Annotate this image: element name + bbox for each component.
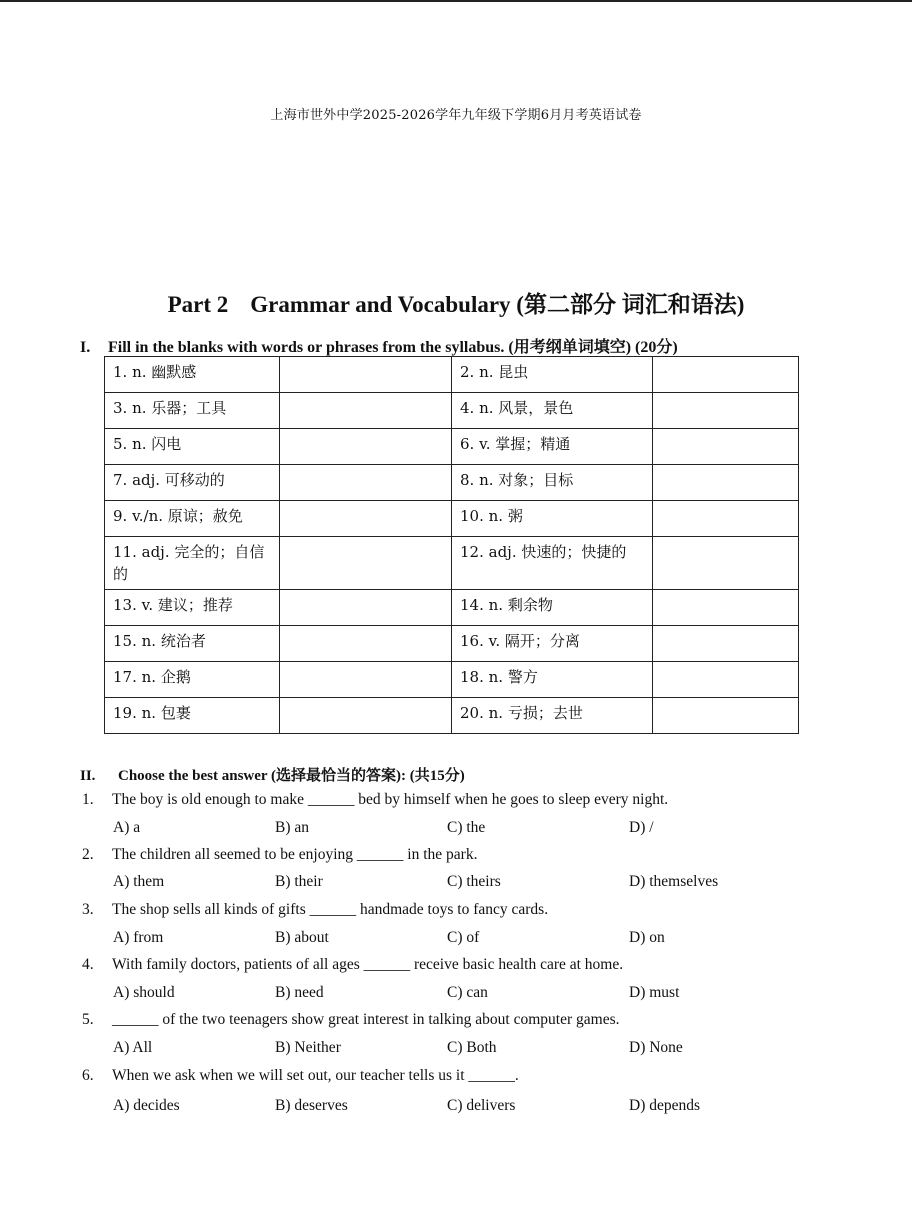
section-1-instruction: Fill in the blanks with words or phrases from the syllabus. (用考纲单词填空) (20分) bbox=[108, 339, 678, 356]
question-number: 3. bbox=[82, 901, 94, 918]
option-b[interactable]: B) an bbox=[275, 819, 310, 836]
section-1-heading bbox=[80, 334, 800, 357]
vocab-prompt: 5. n. 闪电 bbox=[105, 429, 280, 465]
answer-blank[interactable] bbox=[653, 590, 799, 626]
option-c[interactable]: C) theirs bbox=[447, 873, 501, 890]
answer-options bbox=[113, 873, 813, 895]
option-a[interactable]: A) decides bbox=[113, 1097, 180, 1114]
answer-blank[interactable] bbox=[280, 590, 452, 626]
vocab-prompt: 8. n. 对象；目标 bbox=[452, 465, 653, 501]
answer-options bbox=[113, 984, 813, 1006]
vocab-prompt: 4. n. 风景，景色 bbox=[452, 393, 653, 429]
question-stem bbox=[82, 846, 782, 864]
option-c[interactable]: C) Both bbox=[447, 1039, 497, 1056]
answer-blank[interactable] bbox=[280, 357, 452, 393]
question-stem bbox=[82, 791, 782, 809]
vocab-row bbox=[105, 626, 799, 662]
option-b[interactable]: B) about bbox=[275, 929, 329, 946]
question-number: 2. bbox=[82, 846, 94, 863]
answer-options bbox=[113, 1039, 813, 1061]
vocab-row bbox=[105, 590, 799, 626]
vocab-prompt: 16. v. 隔开；分离 bbox=[452, 626, 653, 662]
option-d[interactable]: D) / bbox=[629, 819, 654, 836]
option-d[interactable]: D) must bbox=[629, 984, 680, 1001]
option-c[interactable]: C) delivers bbox=[447, 1097, 516, 1114]
option-d[interactable]: D) None bbox=[629, 1039, 683, 1056]
question-number: 5. bbox=[82, 1011, 94, 1028]
option-b[interactable]: B) their bbox=[275, 873, 323, 890]
answer-blank[interactable] bbox=[653, 429, 799, 465]
section-2-instruction: Choose the best answer (选择最恰当的答案): (共15分) bbox=[118, 768, 465, 784]
answer-blank[interactable] bbox=[280, 501, 452, 537]
vocab-prompt: 3. n. 乐器；工具 bbox=[105, 393, 280, 429]
question-number: 4. bbox=[82, 956, 94, 973]
option-d[interactable]: D) depends bbox=[629, 1097, 701, 1114]
answer-options bbox=[113, 929, 813, 951]
section-2-number: II. bbox=[80, 768, 96, 784]
answer-blank[interactable] bbox=[653, 662, 799, 698]
vocab-prompt: 20. n. 亏损；去世 bbox=[452, 698, 653, 734]
vocab-prompt: 12. adj. 快速的；快捷的 bbox=[452, 537, 653, 590]
question-stem bbox=[82, 901, 782, 919]
vocab-prompt: 17. n. 企鹅 bbox=[105, 662, 280, 698]
vocabulary-table bbox=[104, 356, 799, 734]
vocab-prompt: 10. n. 粥 bbox=[452, 501, 653, 537]
answer-blank[interactable] bbox=[280, 429, 452, 465]
option-d[interactable]: D) themselves bbox=[629, 873, 719, 890]
section-1-number: I. bbox=[80, 339, 91, 356]
question-text: The shop sells all kinds of gifts ______ handmade toys to fancy cards. bbox=[112, 901, 549, 918]
answer-options bbox=[113, 1097, 813, 1119]
answer-blank[interactable] bbox=[653, 698, 799, 734]
part-name: Grammar and Vocabulary (第二部分 词汇和语法) bbox=[250, 292, 745, 317]
answer-blank[interactable] bbox=[280, 626, 452, 662]
vocab-prompt: 2. n. 昆虫 bbox=[452, 357, 653, 393]
vocab-prompt: 11. adj. 完全的；自信的 bbox=[105, 537, 280, 590]
top-border bbox=[0, 0, 912, 2]
vocab-row bbox=[105, 537, 799, 590]
answer-blank[interactable] bbox=[280, 393, 452, 429]
answer-blank[interactable] bbox=[653, 465, 799, 501]
question-text: When we ask when we will set out, our teacher tells us it ______. bbox=[112, 1067, 519, 1084]
answer-blank[interactable] bbox=[280, 537, 452, 590]
vocab-prompt: 1. n. 幽默感 bbox=[105, 357, 280, 393]
section-2-heading bbox=[80, 764, 465, 785]
option-a[interactable]: A) a bbox=[113, 819, 141, 836]
option-c[interactable]: C) the bbox=[447, 819, 486, 836]
answer-blank[interactable] bbox=[653, 501, 799, 537]
answer-blank[interactable] bbox=[280, 662, 452, 698]
option-a[interactable]: A) from bbox=[113, 929, 164, 946]
question-text: The boy is old enough to make ______ bed by himself when he goes to sleep every night. bbox=[112, 791, 669, 808]
vocab-row bbox=[105, 501, 799, 537]
part-label: Part 2 bbox=[167, 292, 229, 317]
question-stem bbox=[82, 1011, 782, 1029]
option-b[interactable]: B) deserves bbox=[275, 1097, 348, 1114]
option-b[interactable]: B) need bbox=[275, 984, 324, 1001]
question-stem bbox=[82, 1067, 782, 1085]
vocab-row bbox=[105, 698, 799, 734]
vocab-row bbox=[105, 393, 799, 429]
vocab-row bbox=[105, 429, 799, 465]
answer-blank[interactable] bbox=[280, 698, 452, 734]
option-b[interactable]: B) Neither bbox=[275, 1039, 341, 1056]
option-a[interactable]: A) them bbox=[113, 873, 165, 890]
vocab-prompt: 7. adj. 可移动的 bbox=[105, 465, 280, 501]
vocab-prompt: 9. v./n. 原谅；赦免 bbox=[105, 501, 280, 537]
question-text: With family doctors, patients of all ages ______ receive basic health care at home. bbox=[112, 956, 624, 973]
question-number: 1. bbox=[82, 791, 94, 808]
answer-blank[interactable] bbox=[280, 465, 452, 501]
answer-blank[interactable] bbox=[653, 393, 799, 429]
option-c[interactable]: C) of bbox=[447, 929, 480, 946]
question-text: The children all seemed to be enjoying ______ in the park. bbox=[112, 846, 478, 863]
question-number: 6. bbox=[82, 1067, 94, 1084]
option-a[interactable]: A) should bbox=[113, 984, 175, 1001]
vocab-prompt: 18. n. 警方 bbox=[452, 662, 653, 698]
option-a[interactable]: A) All bbox=[113, 1039, 153, 1056]
question-stem bbox=[82, 956, 782, 974]
answer-blank[interactable] bbox=[653, 357, 799, 393]
vocab-prompt: 14. n. 剩余物 bbox=[452, 590, 653, 626]
option-d[interactable]: D) on bbox=[629, 929, 665, 946]
answer-blank[interactable] bbox=[653, 537, 799, 590]
question-text: ______ of the two teenagers show great interest in talking about computer games. bbox=[112, 1011, 620, 1028]
vocab-row bbox=[105, 357, 799, 393]
answer-blank[interactable] bbox=[653, 626, 799, 662]
vocab-prompt: 6. v. 掌握；精通 bbox=[452, 429, 653, 465]
option-c[interactable]: C) can bbox=[447, 984, 488, 1001]
vocab-prompt: 13. v. 建议；推荐 bbox=[105, 590, 280, 626]
exam-header: 上海市世外中学2025-2026学年九年级下学期6月月考英语试卷 bbox=[270, 108, 642, 123]
vocab-row bbox=[105, 662, 799, 698]
vocab-row bbox=[105, 465, 799, 501]
part-title bbox=[0, 286, 912, 319]
answer-options bbox=[113, 819, 813, 841]
vocab-prompt: 15. n. 统治者 bbox=[105, 626, 280, 662]
vocab-prompt: 19. n. 包裹 bbox=[105, 698, 280, 734]
